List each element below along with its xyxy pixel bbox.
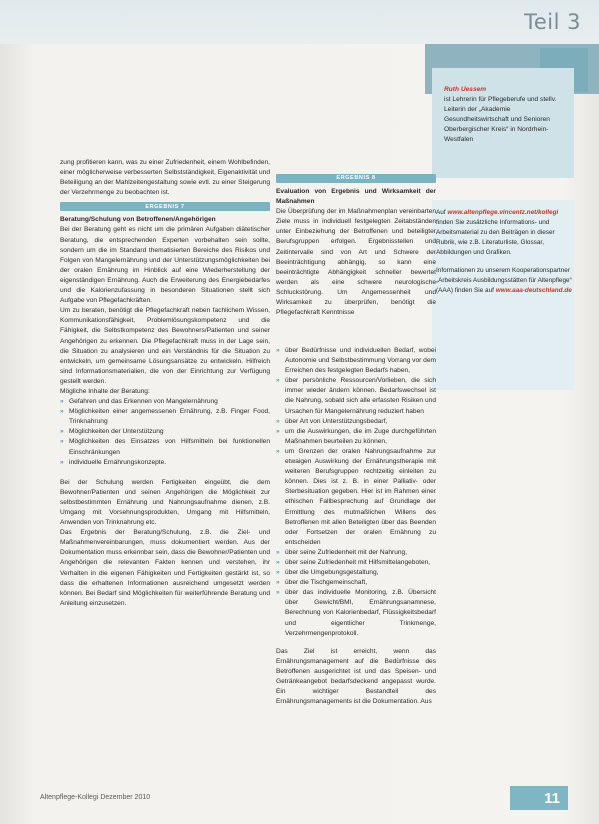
section-heading-evaluation: Evaluation von Ergebnis und Wirksamkeit der Maßnahmen: [276, 188, 436, 206]
list-item: » über die Tischgemeinschaft,: [276, 578, 436, 588]
header-band: [0, 0, 599, 44]
paragraph: Bei der Beratung geht es nicht um die primären Aufgaben diätetischer Beratung, die entsprechenden Experten vorbehalten sein sollte, sondern um die im Standard thematisierten Bereiche des Risikos und Folgen von Mangelernährung und der Unterstützungsmöglichkeiten bei der oralen Ernährung im Hinblick auf eine Wiederherstellung der eigenständigen Ernährung. Auch die Erweiterung des Energiebedarfes und die Kalorienzufassung in besonderen Situationen stellt sich Aufgabe von Pflegefachkräften.: [60, 226, 270, 305]
paragraph: Das Ergebnis der Beratung/Schulung, z.B. die Ziel- und Maßnahmenvereinbarungen, muss dokumentiert werden. Aus der Dokumentation muss erkennbar sein, dass die Bewohner/Patienten und Angehörigen die relevanten Fakten kennen und verstehen, ihr Verhalten in die eigenen Fähigkeiten und Fertigkeiten gestärkt ist, so dass die erhaltenen Informationen ausreichend umgesetzt werden können. Bei Bedarf sind Möglichkeiten für weiterführende Beratung und Anleitung einzusetzen.: [60, 529, 270, 607]
author-bio: ist Lehrerin für Pflegeberufe und stellv. Leiterin der „Akademie Gesundheitswirtschaft und Senioren Oberbergischer Kreis“ in Nordrhein-Westfalen: [444, 96, 557, 143]
column-middle: [276, 170, 436, 318]
list-item: » über seine Zufriedenheit mit der Nahrung,: [276, 548, 436, 558]
author-box: [432, 68, 574, 178]
sidebar-text-1: finden Sie zusätzliche Informations- und Arbeitsmaterial zu den Beiträgen in dieser Rubrik, wie z.B. Literaturliste, Glossar, Abbildungen und Grafiken.: [436, 219, 555, 256]
paragraph: Bei der Schulung werden Fertigkeiten eingeübt, die dem Bewohner/Patienten und seinen Angehörigen die Möglichkeit zur selbstbestimmten Ernährung und Nahrungsaufnahme dienen, z.B. Umgang mit Vorsehnungsprodukten, Umgang mit Hilfsmitteln, Anwenden von Trinknahrung etc.: [60, 478, 270, 527]
sidebar-paragraph-2: [436, 266, 574, 296]
list-item: » Möglichkeiten des Einsatzes von Hilfsmitteln bei funktionellen Einschränkungen: [60, 437, 270, 457]
list-item: » über seine Zufriedenheit mit Hilfsmittelangeboten,: [276, 558, 436, 568]
list-item: » über persönliche Ressourcen/Vorlieben, die sich immer wieder ändern können. Bedarfswechsel ist die Nahrung, sobald sich alle erfassten Risiken und Ursachen für Mangelernährung reduziert haben: [276, 376, 436, 416]
sidebar-link-aaa[interactable]: www.aaa-deutschland.de: [495, 287, 572, 294]
topics-intro: Mögliche Inhalte der Beratung:: [60, 387, 150, 395]
sidebar-prefix: Auf: [436, 209, 446, 216]
list-item: » um die Auswirkungen, die im Zuge durchgeführten Maßnahmen beurteilen zu können,: [276, 427, 436, 447]
column-middle-list: [276, 346, 436, 707]
footer-publication: Altenpflege-Kollegi Dezember 2010: [40, 794, 151, 801]
topics-list: [60, 397, 270, 468]
intro-paragraph: zung profitieren kann, was zu einer Zufriedenheit, einem Wohlbefinden, einer möglicherweise verbesserten Selbstständigkeit, Eigenaktivität und Beteiligung an der Mahlzeitengestaltung sowie evtl. zu einer Steigerung der Verzehrmenge zu beobachten ist.: [60, 159, 270, 197]
sidebar-link-kollegi[interactable]: www.altenpflege.vincentz.net/kollegi: [447, 209, 559, 216]
sidebar-text-2: Informationen zu unserem Kooperationspartner „Arbeitskreis Ausbildungsstätten für Altenpflege“ (AAA) finden Sie auf: [436, 267, 572, 294]
list-item: » Möglichkeiten der Unterstützung: [60, 427, 270, 437]
info-sidebar-text: [436, 208, 574, 304]
paragraph: Das Ziel ist erreicht, wenn das Ernährungsmanagement auf die Bedürfnisse des Betroffenen ausgerichtet ist und das Speisen- und Getränkeangebot bedarfsdeckend angepasst wurde. Ein wichtiger Bestandteil des Ernährungsmanagements ist die Dokumentation. Aus: [276, 647, 436, 706]
list-item: » individuelle Ernährungskonzepte.: [60, 458, 270, 468]
column-left: [60, 158, 270, 609]
part-label: Teil 3: [524, 10, 581, 34]
section-bar-ergebnis-8: ERGEBNIS 8: [276, 174, 436, 183]
page-number: 11: [510, 786, 568, 810]
list-item: » über Art von Unterstützungsbedarf,: [276, 417, 436, 427]
author-name: Ruth Uessem: [444, 86, 487, 93]
list-item: » über Bedürfnisse und individuellen Bedarf, wobei Autonomie und Selbstbestimmung Vorrang vor dem Erreichen des festgelegten Bedarfs haben,: [276, 346, 436, 376]
list-item: » um Grenzen der oralen Nahrungsaufnahme zur etwaigen Auswirkung der Ernährungstherapie mit weiteren Berufsgruppen rechtzeitig einleiten zu können. Dies ist z. B. in einer Palliativ- oder Sterbesituation gegeben. Hier ist im Rahmen einer ethischen Fallbesprechung auf Grundlage der Ermittlung des mutmaßlichen Willens des Betroffenen mit allen Beteiligten über das Beenden oder Fortsetzen der oralen Ernährung zu entscheiden: [276, 447, 436, 548]
paragraph: Um zu beraten, benötigt die Pflegefachkraft neben fachlichem Wissen, Kommunikationsfähigkeit, Problemlösungskompetenz und die Fähigkeit, die Selbstkompetenz des Bewohners/Patienten und seiner Angehörigen zu erkennen. Die Pflegefachkraft muss in der Lage sein, die Situation zu analysieren und ein Verständnis für die Situation zu entwickeln, um gemeinsame Lösungsansätze zu entwickeln. Hilfreich sind Informationsmaterialien, die von der Einrichtung zur Verfügung gestellt werden.: [60, 307, 270, 385]
paragraph: Die Überprüfung der im Maßnahmenplan vereinbarten Ziele muss in individuell festgelegten Zeitabständen unter Einbeziehung der Betroffenen und beteiligter Berufsgruppen erfolgen. Ergebnisstellen und Zeitintervalle sind von Art und Schwere der Beeinträchtigung abhängig, so kann eine beeinträchtigte Abhängigkeit schneller bewertet werden als eine schwere neurologische Schluckstörung. Um Angemessenheit und Wirksamkeit zu überprüfen, benötigt die Pflegefachkraft Kenntnisse: [276, 208, 436, 317]
list-item: » Gefahren und das Erkennen von Mangelernährung: [60, 397, 270, 407]
list-item: » Möglichkeiten einer angemessenen Ernährung, z.B. Finger Food, Trinknahrung: [60, 407, 270, 427]
author-info: [444, 85, 574, 145]
sidebar-paragraph-1: [436, 208, 574, 258]
section-heading-beratung: Beratung/Schulung von Betroffenen/Angehörigen: [60, 216, 216, 224]
list-item: » über das individuelle Monitoring, z.B. Übersicht über Gewicht/BMI, Ernährungsanamnese, Berechnung von Kalorienbedarf, Flüssigkeitsbedarf und eigentlicher Trinkmenge, Verzehrmengenprotokoll.: [276, 588, 436, 638]
section-bar-ergebnis-7: ERGEBNIS 7: [60, 202, 270, 211]
evaluation-list: [276, 346, 436, 639]
list-item: » über die Umgebungsgestaltung,: [276, 568, 436, 578]
